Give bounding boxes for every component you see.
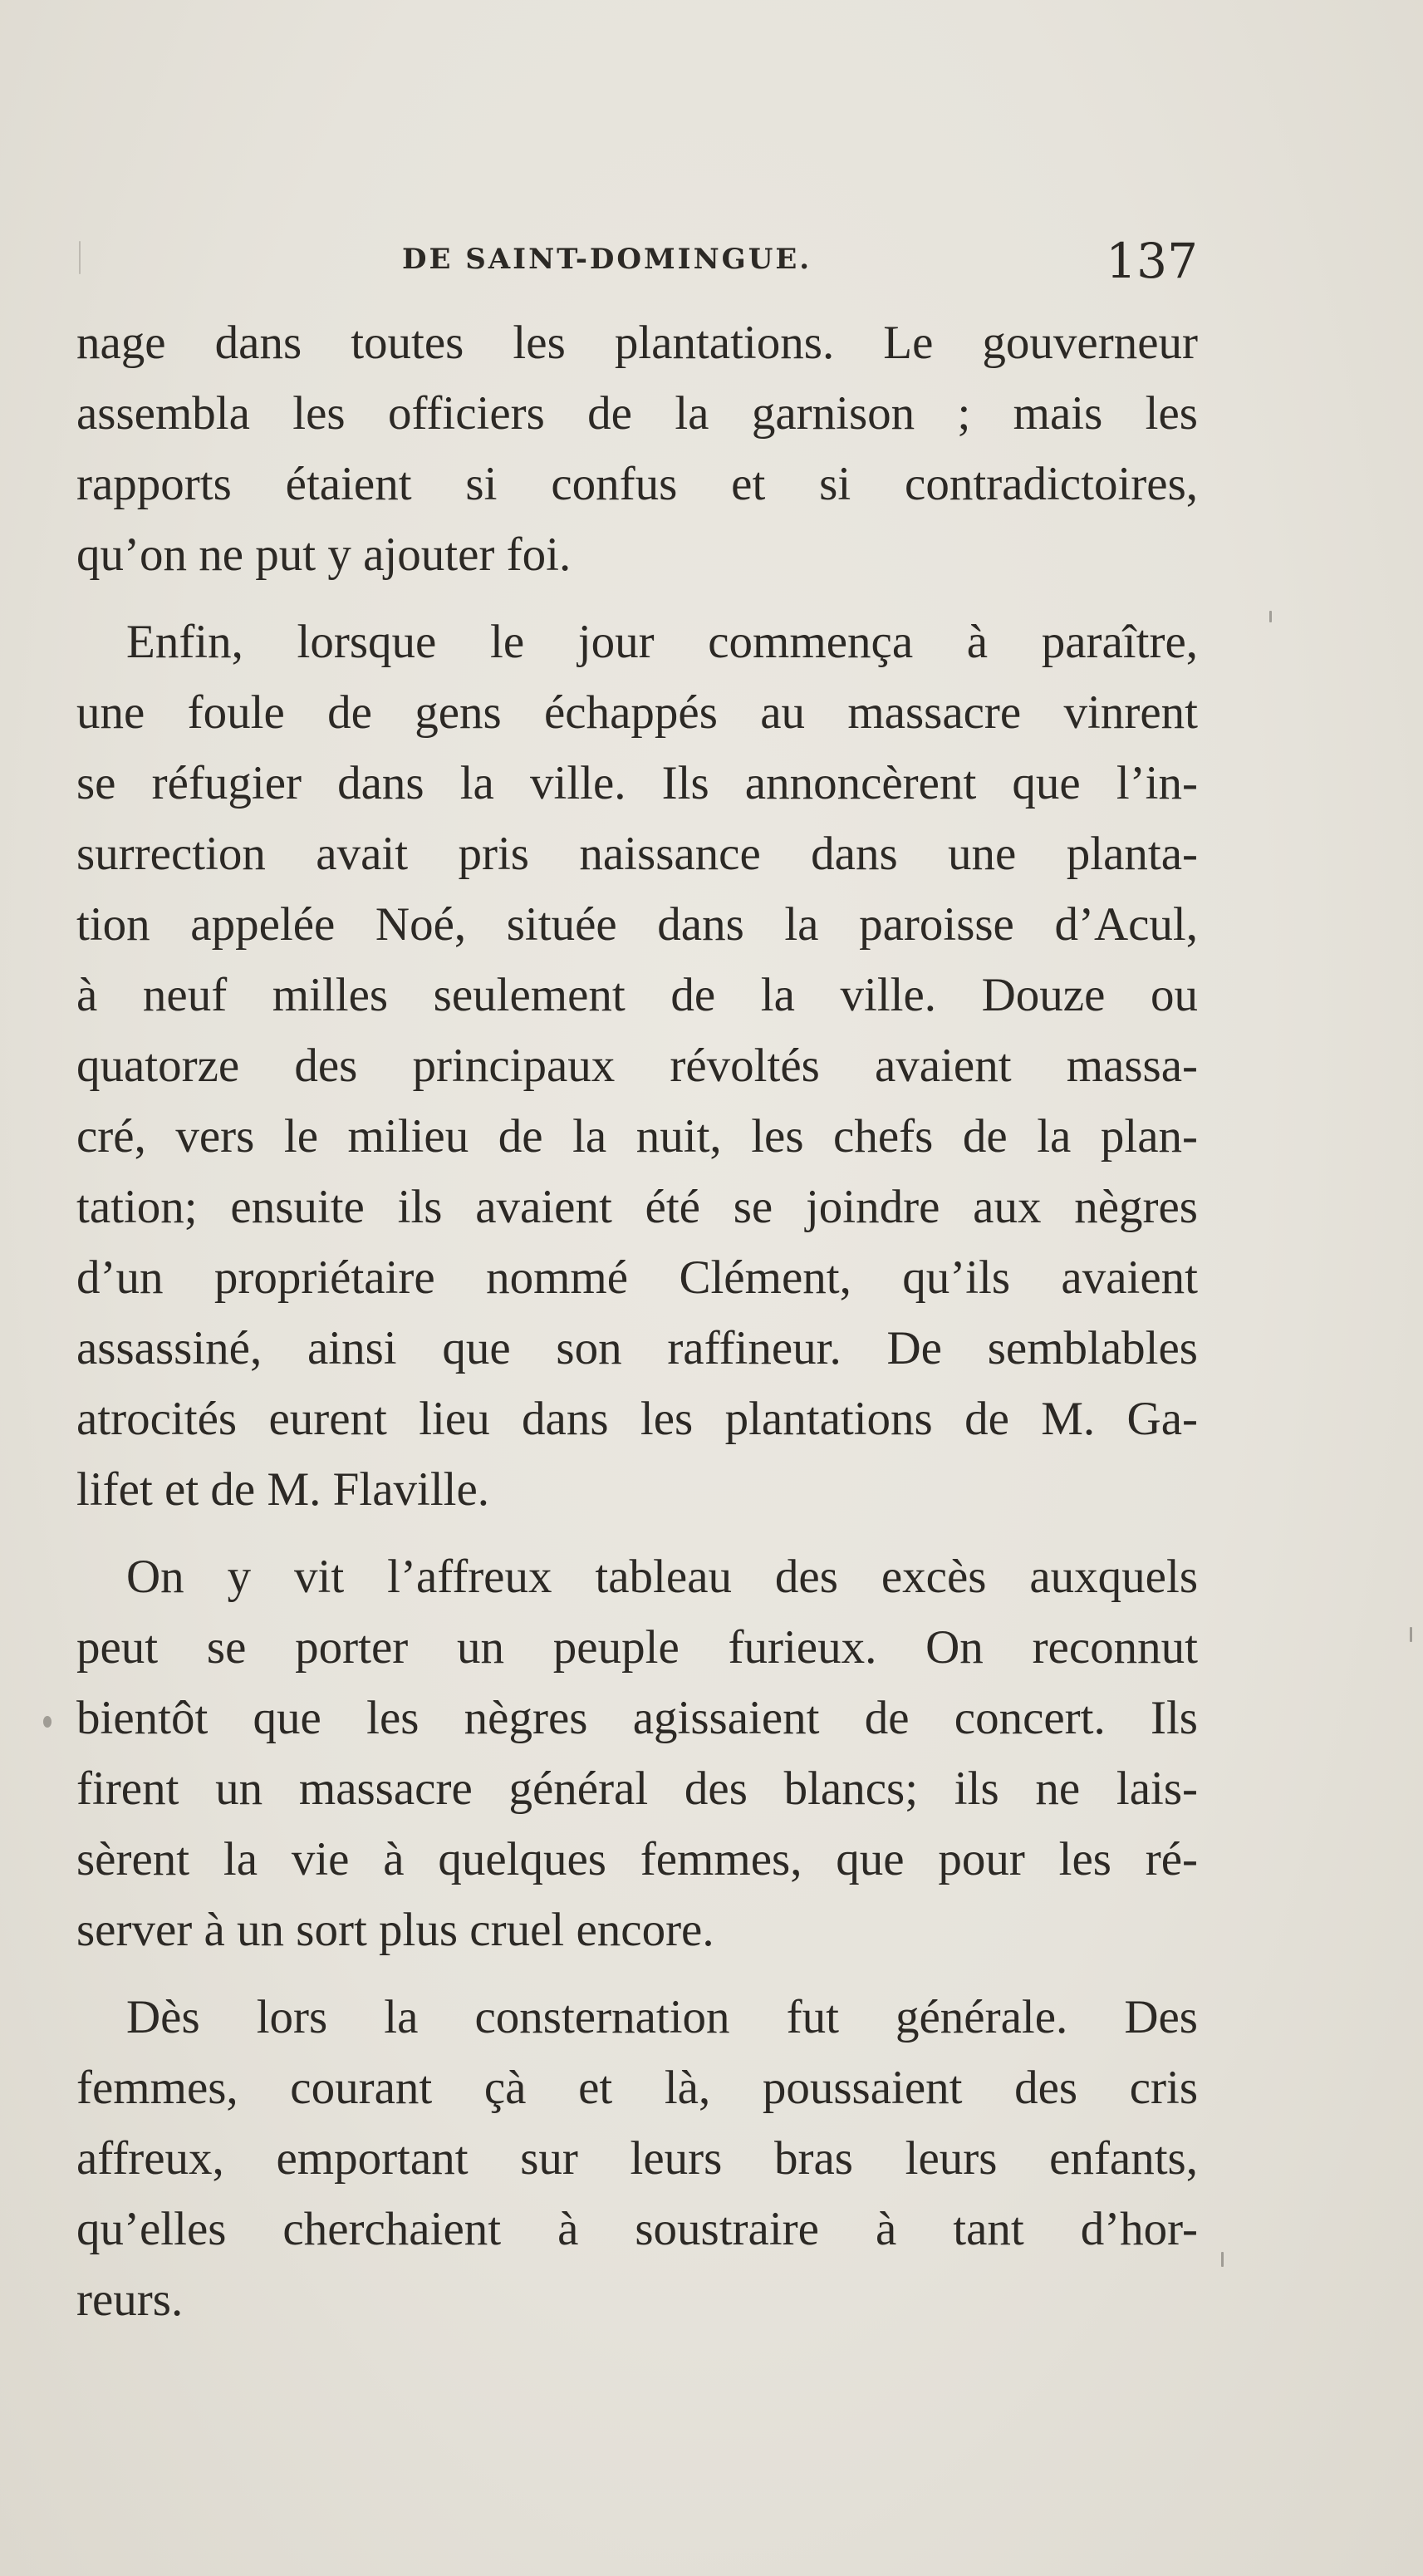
- text-line: assembla les officiers de la garnison ; mais les: [76, 387, 1198, 440]
- paragraph-4: [76, 1982, 1198, 2335]
- text-line: affreux, emportant sur leurs bras leurs enfants,: [76, 2132, 1198, 2185]
- text-line: femmes, courant çà et là, poussaient des cris: [76, 2062, 1198, 2114]
- text-line: lifet et de M. Flaville.: [76, 1463, 490, 1516]
- page-number: 137: [1106, 233, 1198, 289]
- paper-speck: [1269, 611, 1272, 622]
- text-line: nage dans toutes les plantations. Le gouverneur: [76, 317, 1198, 369]
- text-line: tion appelée Noé, située dans la paroisse d’Acul,: [76, 898, 1198, 951]
- text-line: à neuf milles seulement de la ville. Douze ou: [76, 969, 1198, 1021]
- text-line: cré, vers le milieu de la nuit, les chefs de la plan-: [76, 1110, 1198, 1163]
- text-line: d’un propriétaire nommé Clément, qu’ils avaient: [76, 1251, 1198, 1304]
- text-line: assassiné, ainsi que son raffineur. De semblables: [76, 1322, 1198, 1374]
- text-line: server à un sort plus cruel encore.: [76, 1904, 714, 1956]
- text-line: qu’elles cherchaient à soustraire à tant d’hor-: [76, 2203, 1198, 2255]
- text-line: une foule de gens échappés au massacre vinrent: [76, 686, 1198, 739]
- body-text: [76, 307, 1198, 2335]
- running-head: DE SAINT-DOMINGUE.: [402, 243, 812, 276]
- paper-speck: [79, 241, 81, 274]
- paragraph-2: [76, 607, 1198, 1525]
- text-line: Enfin, lorsque le jour commença à paraître,: [126, 616, 1198, 668]
- text-line: tation; ensuite ils avaient été se joindre aux nègres: [76, 1181, 1198, 1233]
- text-line: On y vit l’affreux tableau des excès auxquels: [126, 1551, 1198, 1603]
- paragraph-1: [76, 307, 1198, 590]
- paragraph-3: [76, 1541, 1198, 1965]
- paper-speck: [1221, 2252, 1224, 2267]
- text-line: se réfugier dans la ville. Ils annoncèrent que l’in-: [76, 757, 1198, 809]
- text-line: quatorze des principaux révoltés avaient massa-: [76, 1040, 1198, 1092]
- text-line: firent un massacre général des blancs; ils ne lais-: [76, 1762, 1198, 1815]
- paper-speck: [43, 1716, 52, 1728]
- text-line: bientôt que les nègres agissaient de concert. Ils: [76, 1692, 1198, 1744]
- text-line: sèrent la vie à quelques femmes, que pour les ré-: [76, 1833, 1198, 1885]
- text-line: peut se porter un peuple furieux. On reconnut: [76, 1621, 1198, 1674]
- text-line: qu’on ne put y ajouter foi.: [76, 528, 572, 581]
- text-line: atrocités eurent lieu dans les plantations de M. Ga-: [76, 1393, 1198, 1445]
- page-header: [76, 233, 1198, 299]
- text-line: Dès lors la consternation fut générale. Des: [126, 1991, 1198, 2043]
- text-line: reurs.: [76, 2274, 184, 2326]
- text-line: surrection avait pris naissance dans une planta-: [76, 828, 1198, 880]
- text-line: rapports étaient si confus et si contradictoires,: [76, 458, 1198, 510]
- paper-speck: [1410, 1627, 1412, 1642]
